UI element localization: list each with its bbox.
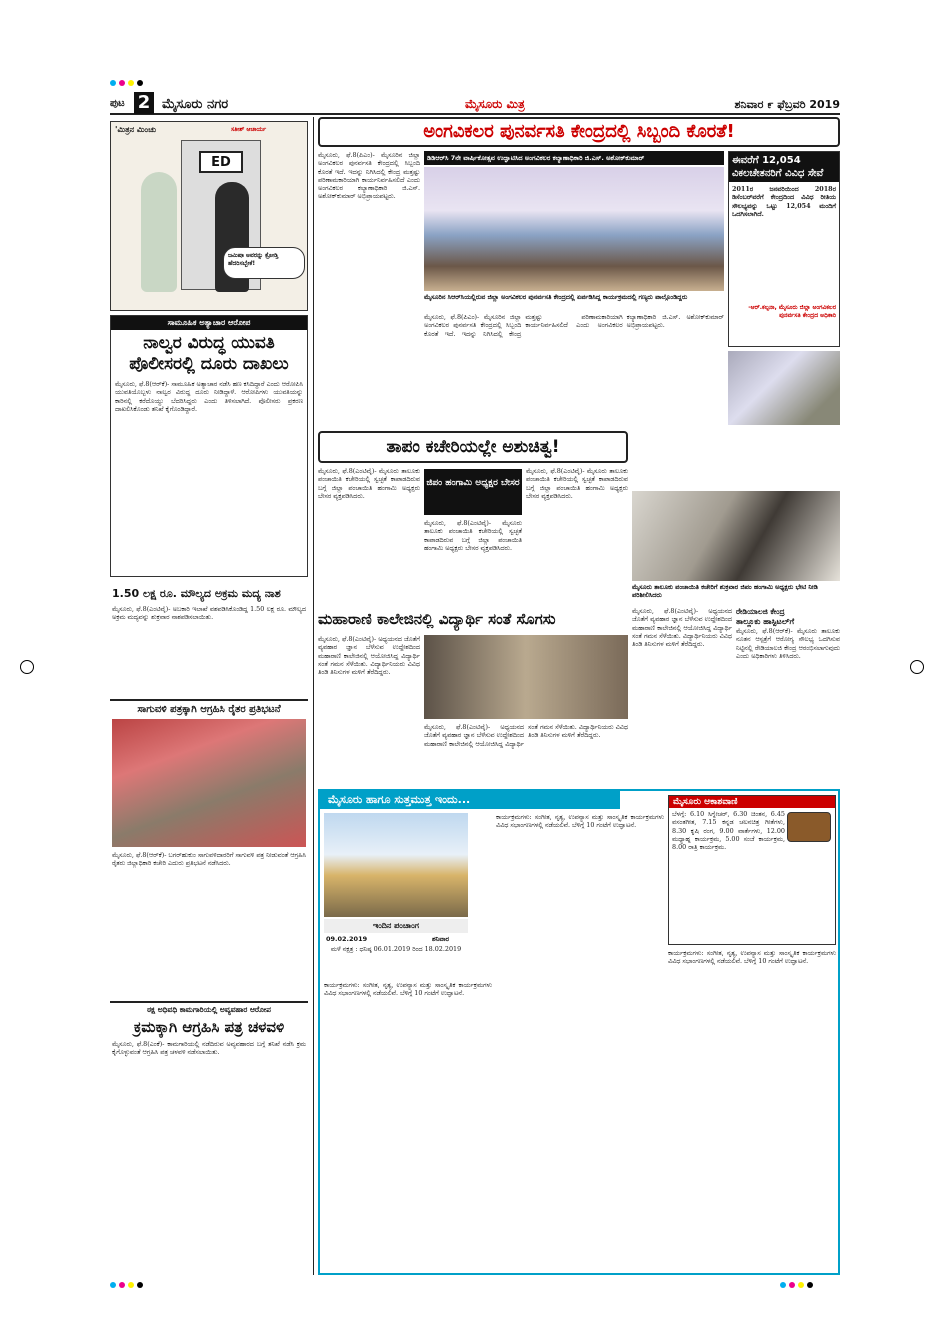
story-headline: ನಾಲ್ವರ ವಿರುದ್ಧ ಯುವತಿ ಪೊಲೀಸರಲ್ಲಿ ದೂರು ದಾಖಲು [129, 333, 289, 374]
taapam-body-continued: ಮೈಸೂರು, ಫೆ.8(ಎಂಟಿವೈ)- ಮೈಸೂರು ತಾಲೂಕು ಪಂಚಾಯಿತಿ ಕಚೇರಿಯಲ್ಲಿ ಸ್ವಚ್ಛತೆ ಕಾಪಾಡದಿರುವ ಬಗ್ಗೆ ಜಿಲ್ಲಾ ಪಂಚಾಯಿತಿ ಹಂಗಾಮಿ ಅಧ್ಯಕ್ಷರು ಬೇಸರ ವ್ಯಕ್ತಪಡಿಸಿದರು. [424, 519, 522, 552]
lead-headline-box [318, 117, 840, 147]
story-assault [110, 315, 308, 577]
color-bar-bottom-right [780, 1282, 816, 1288]
protest-photo [112, 719, 306, 847]
woman-figure [141, 172, 177, 292]
lead-photo [424, 167, 724, 291]
story-letter-campaign [110, 1001, 308, 1275]
college-headline-box [318, 607, 628, 633]
hospital-body: ಮೈಸೂರು, ಫೆ.8(ಆರ್‌ಕೆ)- ಮೈಸೂರು ತಾಲೂಕು ನೂತನ ಆಸ್ಪತ್ರೆಗೆ ಆರೋಗ್ಯ ಸೌಲಭ್ಯ ಒದಗಿಸುವ ನಿಟ್ಟಿನಲ್ಲಿ ರೇಡಿಯಾಲಜಿ ಕೇಂದ್ರ ಆರಂಭಿಸಲಾಗುವುದು ಎಂದು ಅಧಿಕಾರಿಗಳು ತಿಳಿಸಿದರು. [736, 627, 840, 660]
panchanga-day: ಶನಿವಾರ [432, 935, 450, 943]
page-label: ಪುಟ [110, 98, 125, 109]
lead-strap: ಡಿಡಿಆರ್‌ಸಿ 7ನೇ ವಾರ್ಷಿಕೋತ್ಸವ ಉದ್ಘಾಟಿಸಿದ ಅಂಗವಿಕಲರ ಕಲ್ಯಾಣಾಧಿಕಾರಿ ಜಿ.ಎಸ್. ಅಶೋಕ್‌ಕುಮಾರ್ [424, 151, 724, 165]
page-header [110, 92, 840, 115]
lead-body: ಮೈಸೂರು, ಫೆ.8(ಪಿಎಂ)- ಮೈಸೂರಿನ ಜಿಲ್ಲಾ ಅಂಗವಿಕಲರ ಪುನರ್ವಸತಿ ಕೇಂದ್ರದಲ್ಲಿ ಸಿಬ್ಬಂದಿ ಕೊರತೆ ಇದೆ. ಇದನ್ನು ನಿಗಿಸಿದಲ್ಲಿ ಕೇಂದ್ರ ಮತ್ತಷ್ಟು ಪರಿಣಾಮಕಾರಿಯಾಗಿ ಕಾರ್ಯನಿರ್ವಹಿಸಲಿದೆ ಎಂದು ಅಂಗವಿಕಲರ ಕಲ್ಯಾಣಾಧಿಕಾರಿ ಜಿ.ಎಸ್. ಅಶೋಕ್‌ಕುಮಾರ್ ಅಭಿಪ್ರಾಯಪಟ್ಟರು. [318, 151, 420, 201]
radio-schedule: ಬೆಳಗ್ಗೆ: 6.10 ಸಿಗ್ನೇಚರ್, 6.30 ಚಿಂತನ, 6.45 ವಸಂತಗೀತ, 7.15 ಕನ್ನಡ ಚಲನಚಿತ್ರ ಗೀತೆಗಳು, 8.30 ಕೃಷಿ ರಂಗ, 9.00 ವಾರ್ತೆಗಳು, 12.00 ಮಧ್ಯಾಹ್ನ ಕಾರ್ಯಕ್ರಮ, 5.00 ಸಂಜೆ ಕಾರ್ಯಕ್ರಮ, 8.00 ರಾತ್ರಿ ಕಾರ್ಯಕ್ರಮ. [672, 810, 785, 852]
college-body: ಮೈಸೂರು, ಫೆ.8(ಎಂಟಿವೈ)- ಅಧ್ಯಯನದ ಜೊತೆಗೆ ವ್ಯವಹಾರ ಜ್ಞಾನ ಬೆಳೆಸುವ ಉದ್ದೇಶದಿಂದ ಮಹಾರಾಣಿ ಕಾಲೇಜಿನಲ್ಲಿ ಆಯೋಜಿಸಿದ್ದ ವಿದ್ಯಾರ್ಥಿ ಸಂತೆ ಗಮನ ಸೆಳೆಯಿತು. ವಿದ್ಯಾರ್ಥಿನಿಯರು ವಿವಿಧ ತಿಂಡಿ ತಿನಿಸುಗಳ ಮಳಿಗೆ ತೆರೆದಿದ್ದರು. [318, 635, 420, 677]
story-hospital [736, 607, 840, 783]
page-number: 2 [134, 92, 154, 114]
taapam-subhead: ಜಿಪಂ ಹಂಗಾಮಿ ಅಧ್ಯಕ್ಷರ ಬೇಸರ [424, 469, 522, 515]
college-headline: ಮಹಾರಾಣಿ ಕಾಲೇಜಿನಲ್ಲಿ ವಿದ್ಯಾರ್ಥಿ ಸಂತೆ ಸೊಗಸು [318, 610, 556, 628]
story-body: ಮೈಸೂರು, ಫೆ.8(ಆರ್‌ಕೆ)- ಬಗರ್‌ಹುಕುಂ ಸಾಗುವಳಿದಾರರಿಗೆ ಸಾಗುವಳಿ ಪತ್ರ ನೀಡುವಂತೆ ಆಗ್ರಹಿಸಿ ರೈತರು ಜಿಲ್ಲಾಧಿಕಾರಿ ಕಚೇರಿ ಎದುರು ಪ್ರತಿಭಟನೆ ನಡೆಸಿದರು. [112, 851, 306, 868]
lead-headline: ಅಂಗವಿಕಲರ ಪುನರ್ವಸತಿ ಕೇಂದ್ರದಲ್ಲಿ ಸಿಬ್ಬಂದಿ ಕೊರತೆ! [423, 121, 735, 142]
section-title: ಮೈಸೂರು ನಗರ [162, 97, 229, 112]
taapam-headline-box [318, 431, 628, 463]
lead-sidebar [728, 151, 840, 347]
sidebar-credit: -ಆರ್.ಕಲ್ಪನಾ, ಮೈಸೂರು ಜಿಲ್ಲಾ ಅಂಗವಿಕಲರ ಪುನರ್ವಸತಿ ಕೇಂದ್ರದ ಅಧಿಕಾರಿ [748, 304, 836, 319]
sidebar-photo [728, 351, 840, 425]
story-body: ಮೈಸೂರು, ಫೆ.8(ಆರ್‌ಕೆ)- ಸಾಮೂಹಿಕ ಅತ್ಯಾಚಾರ ನಡೆಸಿ ಹಣ ಕಸಿದಿದ್ದಾರೆ ಎಂದು ಆರೋಪಿಸಿ ಯುವತಿಯೊಬ್ಬಳು ನಾಲ್ವರ ವಿರುದ್ಧ ದೂರು ನೀಡಿದ್ದಾಳೆ. ಆರೋಪಿಗಳು ಯುವತಿಯನ್ನು ಕಾರಿನಲ್ಲಿ ಕರೆದೊಯ್ದು ಬೆದರಿಸಿದ್ದರು ಎಂದು ತಿಳಿಸಲಾಗಿದೆ. ಪೊಲೀಸರು ಪ್ರಕರಣ ದಾಖಲಿಸಿಕೊಂಡು ತನಿಖೆ ಕೈಗೊಂಡಿದ್ದಾರೆ. [115, 380, 303, 413]
color-bar-top [110, 80, 146, 86]
cartoonist-credit: ಸತೀಶ್ ಆಚಾರ್ಯ [231, 126, 267, 133]
radio-title: ಮೈಸೂರು ಆಕಾಶವಾಣಿ [669, 796, 835, 808]
story-kicker: ಸಾಮೂಹಿಕ ಅತ್ಯಾಚಾರ ಆರೋಪ [111, 316, 307, 330]
events-listing-col1: ಕಾರ್ಯಕ್ರಮಗಳು: ಸಂಗೀತ, ನೃತ್ಯ, ಉಪನ್ಯಾಸ ಮತ್ತು ಸಾಂಸ್ಕೃತಿಕ ಕಾರ್ಯಕ್ರಮಗಳು ವಿವಿಧ ಸಭಾಂಗಣಗಳಲ್ಲಿ ನಡೆಯಲಿವೆ. ಬೆಳಿಗ್ಗೆ 10 ಗಂಟೆಗೆ ಉದ್ಘಾಟನೆ. [324, 981, 492, 998]
story-kicker: ಠಕ್ಷ ಅಧಿವಧಿ ಕಾಮಗಾರಿಯಲ್ಲಿ ಅವ್ಯವಹಾರ ಆರೋಪ [147, 1005, 271, 1014]
taapam-body-col3: ಮೈಸೂರು, ಫೆ.8(ಎಂಟಿವೈ)- ಮೈಸೂರು ತಾಲೂಕು ಪಂಚಾಯಿತಿ ಕಚೇರಿಯಲ್ಲಿ ಸ್ವಚ್ಛತೆ ಕಾಪಾಡದಿರುವ ಬಗ್ಗೆ ಜಿಲ್ಲಾ ಪಂಚಾಯಿತಿ ಹಂಗಾಮಿ ಅಧ್ಯಕ್ಷರು ಬೇಸರ ವ್ಯಕ್ತಪಡಿಸಿದರು. [526, 467, 628, 500]
story-headline: ಕ್ರಮಕ್ಕಾಗಿ ಆಗ್ರಹಿಸಿ ಪತ್ರ ಚಳವಳಿ [133, 1018, 285, 1036]
college-photo [424, 635, 628, 719]
registration-mark [20, 660, 34, 674]
college-body-col3: ಮೈಸೂರು, ಫೆ.8(ಎಂಟಿವೈ)- ಅಧ್ಯಯನದ ಜೊತೆಗೆ ವ್ಯವಹಾರ ಜ್ಞಾನ ಬೆಳೆಸುವ ಉದ್ದೇಶದಿಂದ ಮಹಾರಾಣಿ ಕಾಲೇಜಿನಲ್ಲಿ ಆಯೋಜಿಸಿದ್ದ ವಿದ್ಯಾರ್ಥಿ ಸಂತೆ ಗಮನ ಸೆಳೆಯಿತು. ವಿದ್ಯಾರ್ಥಿನಿಯರು ವಿವಿಧ ತಿಂಡಿ ತಿನಿಸುಗಳ ಮಳಿಗೆ ತೆರೆದಿದ್ದರು. [632, 607, 732, 649]
events-listing-col2: ಕಾರ್ಯಕ್ರಮಗಳು: ಸಂಗೀತ, ನೃತ್ಯ, ಉಪನ್ಯಾಸ ಮತ್ತು ಸಾಂಸ್ಕೃತಿಕ ಕಾರ್ಯಕ್ರಮಗಳು ವಿವಿಧ ಸಭಾಂಗಣಗಳಲ್ಲಿ ನಡೆಯಲಿವೆ. ಬೆಳಿಗ್ಗೆ 10 ಗಂಟೆಗೆ ಉದ್ಘಾಟನೆ. [496, 813, 664, 830]
taapam-photo [632, 491, 840, 581]
taapam-headline: ತಾಪಂ ಕಚೇರಿಯಲ್ಲೇ ಅಶುಚಿತ್ವ! [386, 437, 560, 457]
story-headline: 1.50 ಲಕ್ಷ ರೂ. ಮೌಲ್ಯದ ಅಕ್ರಮ ಮದ್ಯ ನಾಶ [112, 587, 281, 600]
lead-body-continued: ಮೈಸೂರು, ಫೆ.8(ಪಿಎಂ)- ಮೈಸೂರಿನ ಜಿಲ್ಲಾ ಅಂಗವಿಕಲರ ಪುನರ್ವಸತಿ ಕೇಂದ್ರದಲ್ಲಿ ಸಿಬ್ಬಂದಿ ಕೊರತೆ ಇದೆ. ಇದನ್ನು ನಿಗಿಸಿದಲ್ಲಿ ಕೇಂದ್ರ ಮತ್ತಷ್ಟು ಪರಿಣಾಮಕಾರಿಯಾಗಿ ಕಾರ್ಯನಿರ್ವಹಿಸಲಿದೆ ಎಂದು ಅಂಗವಿಕಲರ ಕಲ್ಯಾಣಾಧಿಕಾರಿ ಜಿ.ಎಸ್. ಅಶೋಕ್‌ಕುಮಾರ್ ಅಭಿಪ್ರಾಯಪಟ್ಟರು. [424, 313, 724, 338]
column-rule [313, 117, 314, 1275]
speech-bubble: ಜಮಿಷಾ ಅವರನ್ನು ಕ್ರೋಡ್ತಿ ಹೆದರಿಸಬ್ಬೇಕೆ! [223, 247, 305, 279]
hospital-kicker: ರೇಡಿಯಾಲಜಿ ಕೇಂದ್ರ [736, 607, 785, 616]
palace-photo [324, 813, 468, 917]
story-liquor [110, 585, 308, 695]
radio-box [668, 795, 836, 945]
color-bar-bottom [110, 1282, 146, 1288]
hospital-headline: ತಾಲ್ಲೂಕು ಹಾಸ್ಪಿಟಲ್‌ಗೆ [736, 617, 795, 626]
taapam-caption: ಮೈಸೂರು ತಾಲೂಕು ಪಂಚಾಯಿತಿ ಕಚೇರಿಗೆ ಶುಕ್ರವಾರ ಜಿಪಂ ಹಂಗಾಮಿ ಅಧ್ಯಕ್ಷರು ಭೇಟಿ ನೀಡಿ ಪರಿಶೀಲಿಸಿದರು [632, 583, 818, 599]
registration-mark [910, 660, 924, 674]
radio-icon [787, 812, 831, 842]
college-body-continued: ಮೈಸೂರು, ಫೆ.8(ಎಂಟಿವೈ)- ಅಧ್ಯಯನದ ಜೊತೆಗೆ ವ್ಯವಹಾರ ಜ್ಞಾನ ಬೆಳೆಸುವ ಉದ್ದೇಶದಿಂದ ಮಹಾರಾಣಿ ಕಾಲೇಜಿನಲ್ಲಿ ಆಯೋಜಿಸಿದ್ದ ವಿದ್ಯಾರ್ಥಿ ಸಂತೆ ಗಮನ ಸೆಳೆಯಿತು. ವಿದ್ಯಾರ್ಥಿನಿಯರು ವಿವಿಧ ತಿಂಡಿ ತಿನಿಸುಗಳ ಮಳಿಗೆ ತೆರೆದಿದ್ದರು. [424, 723, 628, 748]
story-body: ಮೈಸೂರು, ಫೆ.8(ಎಂಕೆ)- ಕಾಮಗಾರಿಯಲ್ಲಿ ನಡೆದಿರುವ ಅವ್ಯವಹಾರದ ಬಗ್ಗೆ ತನಿಖೆ ನಡೆಸಿ ಕ್ರಮ ಕೈಗೊಳ್ಳುವಂತೆ ಆಗ್ರಹಿಸಿ ಪತ್ರ ಚಳವಳಿ ನಡೆಸಲಾಯಿತು. [112, 1040, 306, 1057]
right-area [318, 117, 840, 1275]
taapam-body: ಮೈಸೂರು, ಫೆ.8(ಎಂಟಿವೈ)- ಮೈಸೂರು ತಾಲೂಕು ಪಂಚಾಯಿತಿ ಕಚೇರಿಯಲ್ಲಿ ಸ್ವಚ್ಛತೆ ಕಾಪಾಡದಿರುವ ಬಗ್ಗೆ ಜಿಲ್ಲಾ ಪಂಚಾಯಿತಿ ಹಂಗಾಮಿ ಅಧ್ಯಕ್ಷರು ಬೇಸರ ವ್ಯಕ್ತಪಡಿಸಿದರು. [318, 467, 420, 500]
panchanga-title: ಇಂದಿನ ಪಂಚಾಂಗ [324, 919, 468, 933]
panchanga-date: 09.02.2019 [326, 935, 368, 943]
newspaper-page [110, 92, 840, 1275]
events-box [318, 789, 840, 1275]
dateline: ಶನಿವಾರ ೯ ಫೆಬ್ರವರಿ 2019 [734, 98, 840, 111]
story-body: ಮೈಸೂರು, ಫೆ.8(ಎಂಟಿವೈ)- ಅಬಕಾರಿ ಇಲಾಖೆ ವಶಪಡಿಸಿಕೊಂಡಿದ್ದ 1.50 ಲಕ್ಷ ರೂ. ಮೌಲ್ಯದ ಅಕ್ರಮ ಮದ್ಯವನ್ನು ಶುಕ್ರವಾರ ನಾಶಪಡಿಸಲಾಯಿತು. [112, 605, 306, 622]
events-title: ಮೈಸೂರು ಹಾಗೂ ಸುತ್ತಮುತ್ತ ಇಂದು... [320, 791, 620, 809]
sidebar-headline: ಈವರೆಗೆ 12,054 ವಿಕಲಚೇತನರಿಗೆ ವಿವಿಧ ಸೇವೆ [729, 152, 839, 182]
left-column [110, 117, 308, 1275]
cartoon-title: 'ಮಿತ್ರನ ಮಿಂಚು [115, 125, 157, 134]
story-farmers [110, 699, 308, 999]
events-listing-col3: ಕಾರ್ಯಕ್ರಮಗಳು: ಸಂಗೀತ, ನೃತ್ಯ, ಉಪನ್ಯಾಸ ಮತ್ತು ಸಾಂಸ್ಕೃತಿಕ ಕಾರ್ಯಕ್ರಮಗಳು ವಿವಿಧ ಸಭಾಂಗಣಗಳಲ್ಲಿ ನಡೆಯಲಿವೆ. ಬೆಳಿಗ್ಗೆ 10 ಗಂಟೆಗೆ ಉದ್ಘಾಟನೆ. [668, 949, 836, 966]
door-sign: ED [199, 151, 243, 173]
panchanga-text: ಮಳೆ ನಕ್ಷತ್ರ : ಧನಿಷ್ಠ 06.01.2019 ರಿಂದ 18.02.2019 [330, 945, 462, 953]
masthead: ಮೈಸೂರು ಮಿತ್ರ [465, 97, 525, 111]
story-headline: ಸಾಗುವಳಿ ಪತ್ರಕ್ಕಾಗಿ ಆಗ್ರಹಿಸಿ ರೈತರ ಪ್ರತಿಭಟನೆ [137, 704, 281, 715]
sidebar-body: 2011ರ ಜನವರಿಯಿಂದ 2018ರ ಡಿಸೆಂಬರ್‌ವರೆಗೆ ಕೇಂದ್ರದಿಂದ ವಿವಿಧ ರೀತಿಯ ಸೌಲಭ್ಯವನ್ನು ಒಟ್ಟು 12,054 ಮಂದಿಗೆ ಒದಗಿಸಲಾಗಿದೆ. [732, 185, 836, 218]
cartoon-box [110, 121, 308, 311]
lead-photo-caption: ಮೈಸೂರಿನ ಸಿಆರ್‌ಸಿಯಲ್ಲಿರುವ ಜಿಲ್ಲಾ ಅಂಗವಿಕಲರ ಪುನರ್ವಸತಿ ಕೇಂದ್ರದಲ್ಲಿ ಏರ್ಪಡಿಸಿದ್ದ ಕಾರ್ಯಕ್ರಮದಲ್ಲಿ ಗಣ್ಯರು ಪಾಲ್ಗೊಂಡಿದ್ದರು [424, 293, 688, 301]
